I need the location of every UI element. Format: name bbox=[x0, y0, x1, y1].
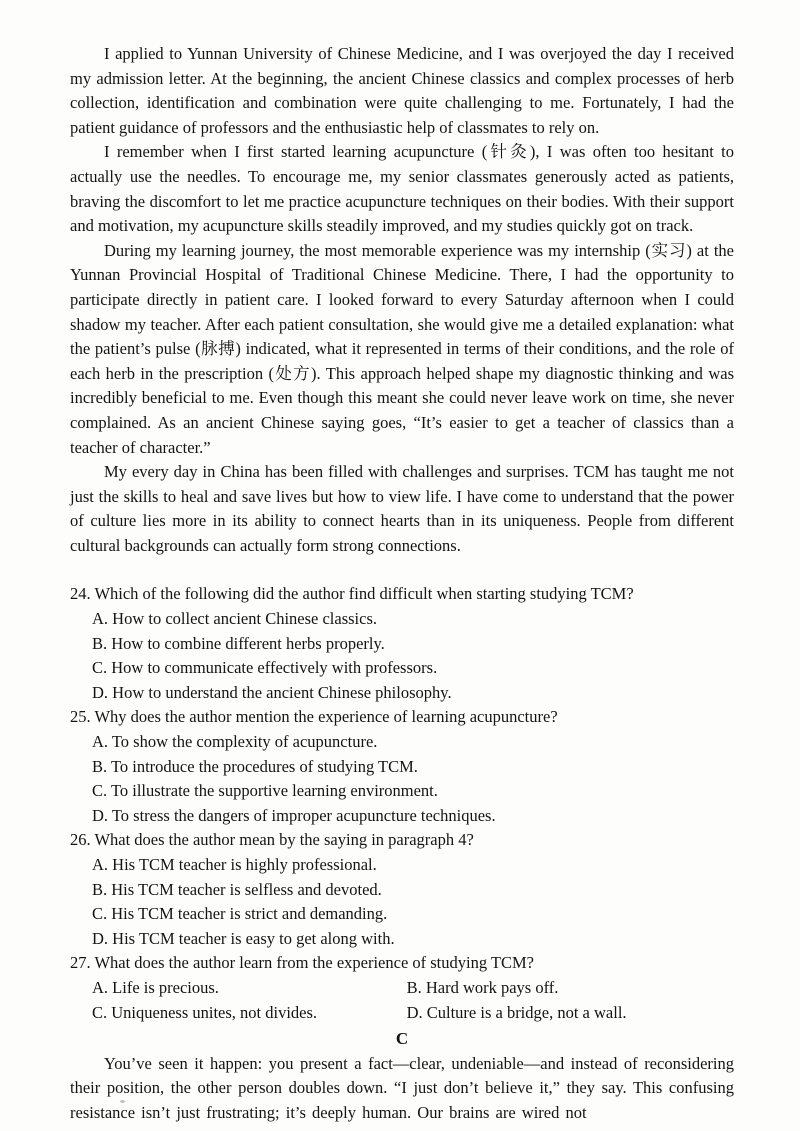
option-c: C. His TCM teacher is strict and demanding. bbox=[92, 904, 388, 924]
option-a: A. To show the complexity of acupuncture. bbox=[92, 732, 378, 752]
question-26 bbox=[70, 828, 734, 951]
question-text: 25. Why does the author mention the experience of learning acupuncture? bbox=[70, 707, 558, 727]
scan-artifact bbox=[120, 1100, 125, 1103]
option-b: B. Hard work pays off. bbox=[406, 977, 559, 997]
option-c: C. To illustrate the supportive learning environment. bbox=[92, 781, 438, 801]
option-a: A. His TCM teacher is highly professional. bbox=[92, 855, 377, 874]
option-b: B. To introduce the procedures of studying TCM. bbox=[92, 756, 418, 776]
option-d: D. His TCM teacher is easy to get along with. bbox=[92, 928, 395, 948]
option-d: D. How to understand the ancient Chinese philosophy. bbox=[92, 682, 452, 702]
option-c: C. Uniqueness unites, not divides. bbox=[92, 1002, 318, 1022]
option-b: B. How to combine different herbs properly. bbox=[92, 633, 385, 653]
option-b: B. His TCM teacher is selfless and devoted. bbox=[92, 879, 382, 899]
question-25 bbox=[70, 705, 734, 828]
reading-passage-b bbox=[70, 42, 734, 558]
section-c-heading: C bbox=[395, 1029, 409, 1049]
passage-paragraph: During my learning journey, the most memorable experience was my internship (实习) at the Yunnan Provincial Hospital of Traditional Chinese Medicine. There, I had the opportunity to participate directly in patient care. I looked forward to every Saturday afternoon when I could shadow my teacher. After each patient consultation, she would give me a detailed explanation: what the patient’s pulse (脉搏) indicated, what it represented in terms of their conditions, and the role of each herb in the prescription (处方). This approach helped shape my diagnostic thinking and was incredibly beneficial to me. Even though this meant she could never leave work on time, she never complained. As an ancient Chinese saying goes, “It’s easier to get a teacher of classics than a teacher of character.” bbox=[70, 240, 734, 457]
passage-paragraph: I applied to Yunnan University of Chinese Medicine, and I was overjoyed the day I received my admission letter. At the beginning, the ancient Chinese classics and complex processes of herb collection, identification and combination were quite challenging to me. Fortunately, I had the patient guidance of professors and the enthusiastic help of classmates to rely on. bbox=[70, 44, 734, 137]
option-d: D. Culture is a bridge, not a wall. bbox=[406, 1002, 627, 1022]
reading-passage-c bbox=[70, 1052, 734, 1126]
question-options bbox=[70, 607, 734, 705]
option-d: D. To stress the dangers of improper acupuncture techniques. bbox=[92, 805, 496, 825]
passage-paragraph: My every day in China has been filled with challenges and surprises. TCM has taught me not just the skills to heal and save lives but how to view life. I have come to understand that the power of culture lies more in its ability to connect hearts than in its uniqueness. People from different cultural backgrounds can actually form strong connections. bbox=[70, 462, 734, 555]
passage-paragraph: I remember when I first started learning acupuncture (针灸), I was often too hesitant to actually use the needles. To encourage me, my senior classmates generously acted as patients, braving the discomfort to let me practice acupuncture techniques on their bodies. With their support and motivation, my acupuncture skills steadily improved, and my studies quickly got on track. bbox=[70, 142, 734, 236]
option-a: A. How to collect ancient Chinese classics. bbox=[92, 609, 378, 629]
question-24 bbox=[70, 582, 734, 705]
question-text: 24. Which of the following did the author find difficult when starting studying TCM? bbox=[70, 584, 634, 604]
question-options bbox=[70, 730, 734, 828]
question-options bbox=[70, 976, 734, 1025]
question-block bbox=[70, 582, 734, 1025]
question-27 bbox=[70, 951, 734, 1025]
passage-paragraph: You’ve seen it happen: you present a fact—clear, undeniable—and instead of reconsidering their position, the other person doubles down. “I just don’t believe it,” they say. This confusing resistance isn’t just frustrating; it’s deeply human. Our brains are wired not bbox=[70, 1053, 734, 1122]
question-text: 26. What does the author mean by the saying in paragraph 4? bbox=[70, 830, 474, 850]
question-text: 27. What does the author learn from the experience of studying TCM? bbox=[70, 953, 535, 973]
option-a: A. Life is precious. bbox=[92, 977, 219, 997]
option-c: C. How to communicate effectively with professors. bbox=[92, 658, 438, 678]
question-options bbox=[70, 853, 734, 951]
